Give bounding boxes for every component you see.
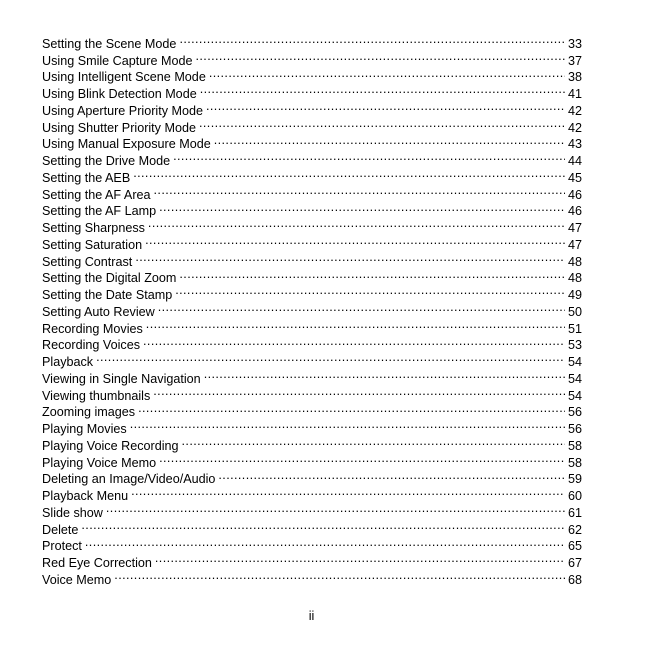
toc-dot-leader — [114, 567, 565, 584]
toc-entry[interactable] — [42, 550, 582, 570]
table-of-contents — [42, 31, 582, 587]
toc-entry-page-number: 54 — [567, 355, 582, 369]
toc-entry-title: Setting the AEB — [42, 170, 131, 185]
toc-entry-title: Deleting an Image/Video/Audio — [42, 472, 216, 487]
toc-dot-leader — [135, 249, 565, 266]
toc-entry-title: Setting the AF Lamp — [42, 204, 157, 219]
toc-dot-leader — [179, 266, 565, 283]
toc-entry-title: Voice Memo — [42, 572, 112, 587]
toc-entry-page-number: 42 — [567, 120, 582, 135]
toc-entry[interactable] — [42, 31, 582, 51]
toc-entry-page-number: 50 — [567, 304, 582, 319]
toc-dot-leader — [214, 132, 565, 149]
toc-entry-page-number: 56 — [567, 422, 582, 436]
toc-entry-title: Recording Movies — [42, 321, 143, 336]
toc-entry-page-number: 44 — [567, 154, 582, 168]
toc-entry-title: Setting Auto Review — [42, 304, 155, 319]
toc-entry[interactable] — [42, 567, 582, 587]
toc-entry-page-number: 47 — [567, 237, 582, 252]
toc-entry[interactable] — [42, 534, 582, 554]
toc-dot-leader — [175, 282, 565, 299]
toc-dot-leader — [179, 31, 565, 48]
toc-entry-page-number: 61 — [567, 505, 582, 520]
toc-entry-title: Red Eye Correction — [42, 556, 152, 570]
toc-dot-leader — [209, 65, 565, 82]
toc-entry-title: Setting Sharpness — [42, 221, 145, 235]
toc-dot-leader — [199, 115, 565, 132]
toc-entry-page-number: 45 — [567, 170, 582, 185]
toc-entry-title: Setting the AF Area — [42, 187, 151, 202]
toc-entry-title: Recording Voices — [42, 338, 141, 353]
toc-entry[interactable] — [42, 500, 582, 520]
toc-entry-title: Protect — [42, 539, 82, 554]
toc-entry-page-number: 47 — [567, 221, 582, 235]
toc-entry-title: Using Manual Exposure Mode — [42, 137, 211, 152]
toc-entry-page-number: 58 — [567, 455, 582, 470]
toc-dot-leader — [138, 400, 565, 417]
toc-entry[interactable] — [42, 366, 582, 386]
toc-entry-page-number: 68 — [567, 572, 582, 587]
toc-entry-page-number: 67 — [567, 556, 582, 570]
toc-entry-page-number: 59 — [567, 472, 582, 487]
toc-dot-leader — [148, 215, 565, 232]
toc-dot-leader — [106, 500, 565, 517]
toc-entry-title: Setting the Date Stamp — [42, 288, 173, 302]
toc-dot-leader — [154, 182, 565, 199]
toc-entry-title: Using Blink Detection Mode — [42, 87, 197, 101]
toc-entry-title: Playback — [42, 355, 94, 369]
toc-entry-page-number: 33 — [567, 36, 582, 51]
toc-dot-leader — [159, 199, 565, 216]
toc-dot-leader — [145, 232, 565, 249]
toc-entry-title: Setting the Scene Mode — [42, 36, 177, 51]
toc-entry-title: Setting the Digital Zoom — [42, 271, 177, 286]
toc-entry-title: Using Shutter Priority Mode — [42, 120, 196, 135]
toc-entry-title: Playing Voice Memo — [42, 455, 157, 470]
toc-dot-leader — [196, 48, 565, 65]
toc-dot-leader — [182, 433, 565, 450]
page-number: ii — [308, 609, 315, 623]
toc-entry-page-number: 54 — [567, 371, 582, 386]
toc-entry-page-number: 54 — [567, 388, 582, 403]
toc-entry-page-number: 41 — [567, 87, 582, 101]
toc-entry-page-number: 56 — [567, 405, 582, 420]
toc-entry-page-number: 46 — [567, 187, 582, 202]
toc-dot-leader — [200, 81, 565, 98]
toc-entry-page-number: 49 — [567, 288, 582, 302]
toc-entry-title: Using Smile Capture Mode — [42, 53, 193, 68]
toc-dot-leader — [218, 467, 565, 484]
toc-entry-page-number: 42 — [567, 103, 582, 118]
toc-entry-page-number: 51 — [567, 321, 582, 336]
toc-entry-title: Using Intelligent Scene Mode — [42, 70, 206, 85]
toc-entry-page-number: 38 — [567, 70, 582, 85]
toc-entry-title: Viewing thumbnails — [42, 388, 151, 403]
toc-entry-title: Playing Movies — [42, 422, 127, 436]
toc-dot-leader — [81, 517, 565, 534]
toc-entry-page-number: 62 — [567, 522, 582, 537]
toc-entry-page-number: 43 — [567, 137, 582, 152]
toc-dot-leader — [96, 349, 565, 366]
toc-entry-page-number: 37 — [567, 53, 582, 68]
toc-entry-title: Zooming images — [42, 405, 136, 420]
toc-dot-leader — [146, 316, 565, 333]
toc-entry-title: Playback Menu — [42, 489, 129, 503]
toc-dot-leader — [204, 366, 565, 383]
toc-entry[interactable] — [42, 349, 582, 369]
toc-entry-title: Slide show — [42, 505, 103, 520]
toc-entry-page-number: 48 — [567, 254, 582, 269]
toc-dot-leader — [133, 165, 565, 182]
toc-dot-leader — [153, 383, 565, 400]
toc-entry-page-number: 58 — [567, 438, 582, 453]
toc-dot-leader — [155, 550, 565, 567]
toc-dot-leader — [130, 416, 565, 433]
toc-dot-leader — [85, 534, 565, 551]
toc-entry-page-number: 60 — [567, 489, 582, 503]
toc-entry[interactable] — [42, 517, 582, 537]
toc-entry-title: Using Aperture Priority Mode — [42, 103, 203, 118]
toc-entry-title: Setting Contrast — [42, 254, 133, 269]
toc-entry-title: Viewing in Single Navigation — [42, 371, 201, 386]
toc-entry-title: Delete — [42, 522, 79, 537]
toc-entry-page-number: 53 — [567, 338, 582, 353]
toc-entry-page-number: 48 — [567, 271, 582, 286]
toc-dot-leader — [131, 483, 565, 500]
toc-dot-leader — [143, 333, 565, 350]
toc-entry-title: Setting the Drive Mode — [42, 154, 171, 168]
toc-dot-leader — [173, 148, 565, 165]
toc-entry-title: Playing Voice Recording — [42, 438, 179, 453]
toc-entry-title: Setting Saturation — [42, 237, 143, 252]
toc-dot-leader — [206, 98, 565, 115]
toc-entry-page-number: 46 — [567, 204, 582, 219]
toc-dot-leader — [158, 299, 565, 316]
toc-dot-leader — [159, 450, 565, 467]
toc-entry-page-number: 65 — [567, 539, 582, 554]
